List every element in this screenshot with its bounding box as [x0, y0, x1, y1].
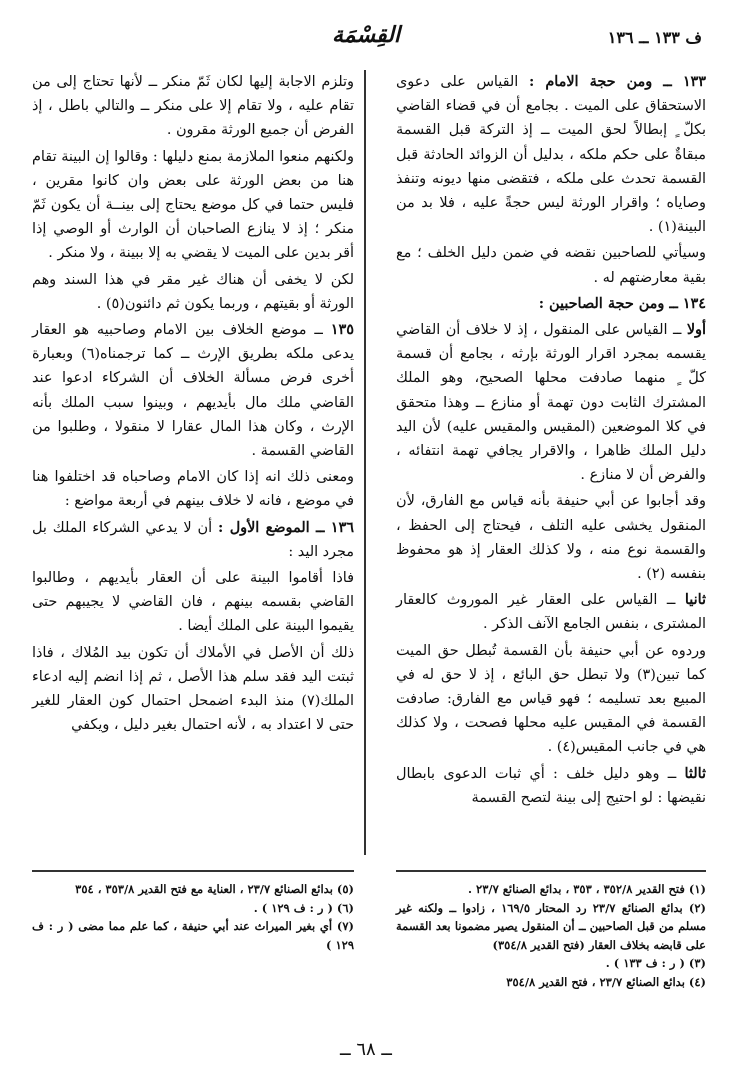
- paragraph-text: ولكنهم منعوا الملازمة بمنع دليلها : وقالوا إن البينة تقام هنا من بعض الورثة على بعض وان كانوا مقرين ، فليس حتما في كل موضع يحتاج إلى بينــة أن يكون ثَمّ منكر ؛ إذ لا ينازع الصاحبان أن الوارث أو الوصي إذا أقر بدين على الميت لا يقضي به إلا ببينة ، ولا منكر .: [32, 148, 354, 262]
- paragraph-text: لكن لا يخفى أن هناك غير مقر في هذا السند وهم الورثة أو بقيتهم ، وربما يكون ثم دائنون(٥) .: [32, 271, 354, 312]
- paragraph-text: ــ القياس على المنقول ، إذ لا خلاف أن القاضي يقسمه بمجرد اقرار الورثة بإرثه ، بجامع أن قسمة كلّ ٍ منهما صادفت محلها الصحيح، وهو الملك المشترك الثابت دون تهمة أو منازع ــ وهذا متحقق في كلا الموضعين (المقيس والمقيس عليه) لأن اليد دليل الملك ظاهرا ، والاقرار يجافي تهمة انتفائه ، والفرض أن لا منازع .: [396, 322, 706, 484]
- section-heading: ثالثا: [684, 764, 706, 782]
- paragraph: [32, 641, 354, 738]
- footnote: (٣) ( ر : ف ١٣٣ ) .: [605, 956, 706, 970]
- footnote-rule-left: [32, 870, 354, 872]
- paragraph: [32, 566, 354, 639]
- paragraph-text: ــ موضع الخلاف بين الامام وصاحبيه هو العقار يدعى ملكه بطريق الإرث ــ كما ترجمناه(٦) وبعبارة أخرى فرض مسألة الخلاف أن الشركاء ادعوا عند القاضي ملك مال بأيديهم ، وبينوا سبب الملك بأنه الإرث ، وكان هذا المال عقارا لا منقولا ، وطلبوا من القاضي القسمة .: [32, 322, 354, 460]
- left-column: [32, 70, 354, 855]
- paragraph: [32, 516, 354, 564]
- running-title: القِسْمَة: [331, 22, 401, 48]
- paragraph: [396, 241, 706, 289]
- paragraph: [396, 588, 706, 636]
- footnote: (٤) بدائع الصنائع ٢٣/٧ ، فتح القدير ٣٥٤/٨: [506, 974, 706, 989]
- footnotes-right: [396, 880, 706, 1030]
- paragraph-text: ذلك أن الأصل في الأملاك أن تكون بيد المُلاك ، فاذا ثبتت اليد فقد سلم هذا الأصل ، ثم إذا انضم إليه ادعاء الملك(٧) منذ البدء اضمحل احتمال كون العقار للغير حتى لا اعتداد به ، لأنه احتمال بغير دليل ، ويكفي: [32, 644, 354, 734]
- paragraph-text: القياس على دعوى الاستحقاق على الميت . بجامع أن في قضاء القاضي بكلّ ٍ إبطالاً لحق الميت ــ إذ التركة قبل القسمة مبقاةٌ على حكم ملكه ، بدليل أن الزوائد الحادثة قبل القسمة تحدث على ملكه ، فتقضى منها ديونه وتنفذ وصاياه ؛ واقرار الورثة ليس حجةً عليه ، فلا بد من البينة(١) .: [396, 74, 706, 236]
- footnotes-left: [32, 880, 354, 1030]
- section-heading: ثانيا: [684, 591, 706, 609]
- section-heading: ١٣٥: [330, 321, 354, 339]
- section-heading: ١٣٤ ــ ومن حجة الصاحبين :: [538, 294, 706, 312]
- footnote: (٢) بدائع الصنائع ٢٣/٧ رد المحتار ١٦٩/٥ ، زادوا ــ ولكنه غير مسلم من قبل الصاحبين ــ أن المنقول يصير مضمونا بعد القسمة على قابضه بخلاف العقار (فتح القدير ٣٥٤/٨): [396, 900, 706, 952]
- paragraph-text: ــ وهو دليل خلف : أي ثبات الدعوى بابطال نقيضها : لو احتيج إلى بينة لتصح القسمة: [396, 765, 706, 806]
- paragraph-text: ومعنى ذلك انه إذا كان الامام وصاحباه قد اختلفوا هنا في موضع ، فانه لا خلاف بينهم في أربعة مواضع :: [32, 469, 354, 510]
- footnote: (٦) ( ر : ف ١٢٩ ) .: [253, 900, 354, 915]
- section-heading: ١٣٣ ــ ومن حجة الامام :: [528, 73, 707, 90]
- paragraph-text: أن لا يدعي الشركاء الملك بل مجرد اليد :: [32, 519, 354, 560]
- paragraph-text: وردوه عن أبي حنيفة بأن القسمة تُبطل حق الميت كما تبين(٣) ولا تبطل حق البائع ، إذ لا حق له في المبيع بعد تسليمه ؛ فهو قياس مع الفارق: صادفت القسمة في المقيس عليه محلها فصحت ، ولا كذلك هي في جانب المقيس(٤) .: [396, 642, 707, 756]
- paragraph: [32, 145, 354, 266]
- paragraph: [32, 268, 354, 316]
- paragraph-text: وتلزم الاجابة إليها لكان ثَمّ منكر ــ لأنها تحتاج إلى من تقام عليه ، ولا تقام إلا على منكر ــ والتالي باطل ، إذ الفرض أن جميع الورثة مقرون .: [32, 74, 354, 139]
- paragraph-text: وقد أجابوا عن أبي حنيفة بأنه قياس مع الفارق، لأن المنقول يخشى عليه التلف ، فيحتاج إلى الحفظ ، والقسمة نوع منه ، ولا كذلك العقار إذ هو محفوظ بنفسه (٢) .: [396, 493, 706, 583]
- paragraph: [396, 639, 706, 760]
- section-range: ف ١٣٣ ــ ١٣٦: [607, 28, 702, 47]
- paragraph: [396, 292, 706, 316]
- page-number: ــ ٦٨ ــ: [340, 1039, 392, 1060]
- paragraph-text: وسيأتي للصاحبين نقضه في ضمن دليل الخلف ؛ مع بقية معارضتهم له .: [396, 245, 706, 286]
- paragraph-text: فاذا أقاموا البينة على أن العقار بأيديهم ، وطالبوا القاضي بقسمه بينهم ، فان القاضي لا يجيبهم حتى يقيموا البينة على الملك أيضا .: [32, 570, 354, 635]
- section-heading: أولا: [686, 321, 706, 339]
- footnote: (٥) بدائع الصنائع ٢٣/٧ ، العناية مع فتح القدير ٣٥٣/٨ ، ٣٥٤: [75, 882, 354, 896]
- footnote-rule-right: [396, 870, 706, 872]
- column-divider: [364, 70, 366, 855]
- paragraph: [32, 465, 354, 513]
- paragraph: [396, 318, 706, 487]
- paragraph: [396, 489, 706, 586]
- paragraph: [396, 762, 706, 810]
- paragraph: [32, 70, 354, 143]
- paragraph: [32, 318, 354, 463]
- running-header: [30, 18, 702, 76]
- section-heading: ١٣٦ ــ الموضع الأول :: [218, 518, 354, 536]
- footnote: (١) فتح القدير ٣٥٢/٨ ، ٣٥٣ ، بدائع الصنائع ٢٣/٧ .: [468, 882, 706, 896]
- right-column: [396, 70, 707, 806]
- paragraph-text: ــ القياس على العقار غير الموروث كالعقار المشترى ، بنفس الجامع الآنف الذكر .: [396, 592, 706, 633]
- paragraph: [396, 70, 706, 239]
- footnote: (٧) أي بغير الميراث عند أبي حنيفة ، كما علم مما مضى ( ر : ف ١٢٩ ): [32, 919, 354, 952]
